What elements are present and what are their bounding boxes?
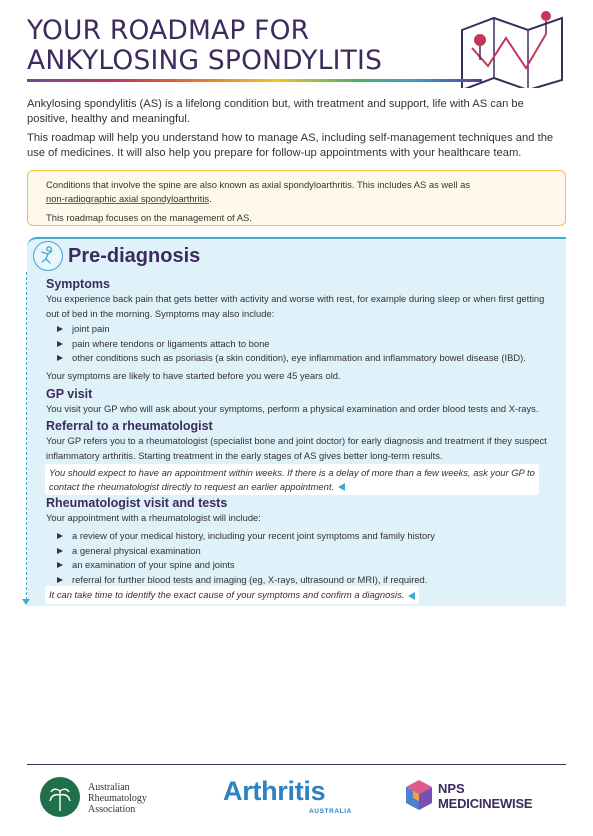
intro-paragraph-2: This roadmap will help you understand how to manage AS, including self-management techniques and the use of medicines. It will also help you prepare for follow-up appointments with your healthcare team. xyxy=(27,132,554,159)
triangle-pointer-icon xyxy=(408,592,415,600)
note-box xyxy=(27,170,566,226)
page-title xyxy=(27,16,447,76)
symptoms-list xyxy=(56,322,526,366)
nps-medicinewise-logo xyxy=(405,780,565,820)
rheumatologist-text: Your appointment with a rheumatologist will include: xyxy=(46,512,261,523)
note-line-2: This roadmap focuses on the management of AS. xyxy=(46,212,252,223)
note-text: Conditions that involve the spine are also known as axial spondyloarthritis. This includes AS as well as xyxy=(46,179,471,190)
nps-line-1: NPS xyxy=(438,781,465,796)
symptoms-after-text: Your symptoms are likely to have started before you were 45 years old. xyxy=(46,370,341,381)
list-item: a general physical examination xyxy=(56,544,435,559)
nps-line-2: MEDICINEWISE xyxy=(438,796,533,811)
pre-diagnosis-heading: Pre-diagnosis xyxy=(68,245,201,267)
list-item: joint pain xyxy=(56,322,526,337)
referral-heading: Referral to a rheumatologist xyxy=(46,419,213,433)
rheumatologist-heading: Rheumatologist visit and tests xyxy=(46,496,228,510)
list-item: a review of your medical history, including your recent joint symptoms and family history xyxy=(56,529,435,544)
referral-text: Your GP refers you to a rheumatologist (specialist bone and joint doctor) for early diagnosis and treatment if they suspect inflammatory arthritis. Starting treatment in the early stages of AS gives better long-term results. xyxy=(46,435,547,461)
ara-line-1: Australian xyxy=(88,782,130,793)
referral-callout xyxy=(45,464,539,495)
note-line-1 xyxy=(46,178,555,206)
gp-visit-text: You visit your GP who will ask about your symptoms, perform a physical examination and order blood tests and X-rays. xyxy=(46,403,539,414)
arthritis-wordmark: Arthritis xyxy=(223,776,326,806)
timeline-arrow-icon xyxy=(22,599,30,605)
note-suffix: . xyxy=(209,193,212,204)
symptoms-text: You experience back pain that gets better with activity and worse with rest, for example during sleep or when first getting out of bed in the morning. Symptoms may also include: xyxy=(46,293,545,319)
gp-visit-heading: GP visit xyxy=(46,387,93,401)
tree-icon xyxy=(40,777,80,817)
symptoms-heading: Symptoms xyxy=(46,277,110,291)
rheumatologist-callout xyxy=(45,586,419,604)
map-icon xyxy=(458,8,568,88)
list-item: other conditions such as psoriasis (a skin condition), eye inflammation and inflammatory bowel disease (IBD). xyxy=(56,351,526,366)
title-line-2: ANKYLOSING SPONDYLITIS xyxy=(27,45,383,76)
callout-line-1: You should expect to have an appointment within weeks. If there is a delay of more than a few weeks, ask your GP to xyxy=(49,467,535,478)
timeline-line xyxy=(26,272,27,600)
note-link[interactable]: non-radiographic axial spondyloarthritis xyxy=(46,193,210,204)
title-divider xyxy=(27,79,482,82)
person-stretch-icon xyxy=(33,241,63,271)
footer-divider xyxy=(27,764,566,765)
triangle-pointer-icon xyxy=(338,483,345,491)
callout-text: It can take time to identify the exact cause of your symptoms and confirm a diagnosis. xyxy=(49,589,405,600)
title-line-1: YOUR ROADMAP FOR xyxy=(27,15,310,46)
list-item: referral for further blood tests and imaging (eg, X-rays, ultrasound or MRI), if required. xyxy=(56,573,435,588)
rheumatologist-list xyxy=(56,529,435,587)
nps-cube-icon xyxy=(405,780,433,812)
ara-logo xyxy=(40,777,220,819)
arthritis-subtitle: AUSTRALIA xyxy=(309,808,352,815)
ara-line-3: Association xyxy=(88,804,136,815)
arthritis-australia-logo xyxy=(223,776,353,822)
intro-paragraph-1: Ankylosing spondylitis (AS) is a lifelong condition but, with treatment and support, life with AS can be positive, healthy and meaningful. xyxy=(27,98,524,125)
ara-line-2: Rheumatology xyxy=(88,793,147,804)
list-item: pain where tendons or ligaments attach to bone xyxy=(56,337,526,352)
ara-name xyxy=(88,782,147,815)
list-item: an examination of your spine and joints xyxy=(56,558,435,573)
callout-line-2: contact the rheumatologist directly to request an earlier appointment. xyxy=(49,480,335,492)
